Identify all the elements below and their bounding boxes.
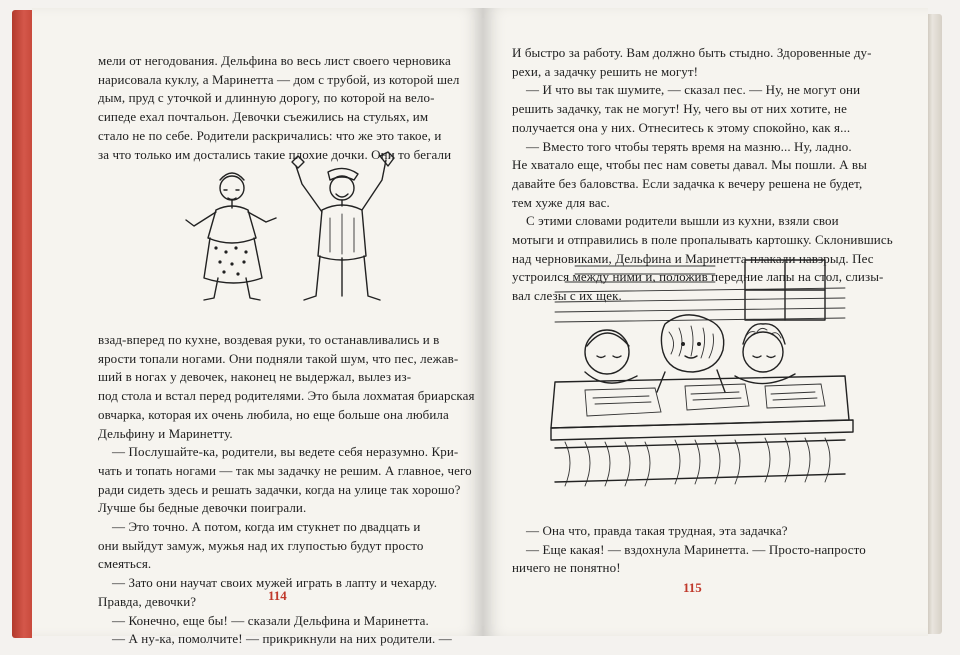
text-line: И быстро за работу. Вам должно быть стыдно. Здоровенные ду- (512, 45, 872, 60)
book-cover-edge-left (12, 10, 32, 638)
kitchen-window (555, 260, 845, 322)
text-line: — Конечно, еще бы! — сказали Дельфина и Маринетта. (112, 612, 429, 628)
table-with-notebooks (551, 376, 853, 440)
text-line: Правда, девочки? (98, 593, 197, 609)
open-book (12, 8, 934, 647)
text-line: получается она у них. Отнеситесь к этому спокойно, как я... (512, 119, 851, 135)
text-line: сипеде ехал почтальон. Девочки съежились на стульях, им (98, 109, 429, 125)
father-figure (292, 152, 394, 300)
text-line: — Еще какая! — вздохнула Маринетта. — Просто-напросто (526, 541, 866, 557)
sheepdog (657, 315, 725, 392)
text-line: взад-вперед по кухне, воздевая руки, то останавливались и в (98, 332, 440, 347)
text-line: С этими словами родители вышли из кухни, взяли свои (526, 213, 839, 229)
right-page (483, 8, 928, 636)
text-line: — Вместо того чтобы терять время на мазню... Ну, ладно. (526, 138, 852, 154)
girl-marinette (735, 324, 795, 384)
text-line: ший в ногах у девочек, наконец не выдержал, вылез из- (98, 369, 412, 385)
text-line: Лучше бы бедные девочки поиграли. (98, 500, 307, 516)
text-line: чать и топать ногами — так мы задачку не решим. А главное, чего (98, 462, 472, 478)
text-line: за что только им достались такие плохие дочки. Они то бегали (98, 146, 452, 162)
text-line: мели от негодования. Дельфина во весь лист своего черновика (98, 53, 451, 68)
text-line: они выйдут замуж, мужья над их глупостью будут просто (98, 537, 424, 553)
page-number-right: 115 (683, 580, 702, 595)
text-line: — Это точно. А потом, когда им стукнет по двадцать и (112, 519, 421, 535)
text-line: ярости топали ногами. Они подняли такой шум, что пес, лежав- (98, 350, 459, 366)
right-page-bottom-text (512, 522, 868, 578)
text-line: — Она что, правда такая трудная, эта задачка? (526, 523, 788, 538)
text-line: тем хуже для вас. (512, 194, 610, 210)
page-number-left: 114 (268, 588, 287, 603)
text-line: овчарка, которая их очень любила, но еще больше она любила (98, 406, 449, 422)
text-line: давайте без баловства. Если задачка к вечеру решена не будет, (512, 175, 863, 191)
text-line: решить задачку, так не могут! Ну, чего вы от них хотите, не (512, 101, 847, 117)
girls-crying-with-dog-illustration (545, 252, 855, 500)
left-page (32, 8, 483, 647)
text-line: — А ну-ка, помолчите! — прикрикнули на них родители. — (112, 631, 452, 647)
girl-delphine (585, 330, 637, 383)
mother-figure (186, 173, 276, 300)
text-line: — Зато они научат своих мужей играть в лапту и чехарду. (112, 575, 438, 591)
text-line: мотыги и отправились в поле пропалывать картошку. Склонившись (512, 232, 893, 248)
parents-shouting-illustration (172, 148, 402, 308)
text-line: вал слезы с их щек. (512, 288, 622, 304)
text-line: устроился между ними и, положив передние лапы на стол, слизы- (512, 269, 884, 285)
text-line: ради сидеть здесь и решать задачки, когда на улице так хорошо? (98, 481, 461, 497)
text-line: Дельфину и Маринетту. (98, 425, 233, 441)
text-line: нарисовала куклу, а Маринетта — дом с трубой, из которой шел (98, 71, 460, 87)
text-line: под стола и встал перед родителями. Это была лохматая бриарская (98, 388, 475, 404)
text-line: ничего не понятно! (512, 560, 621, 576)
text-line: смеяться. (98, 556, 152, 572)
text-line: стало не по себе. Родители раскричались: что же это такое, и (98, 127, 442, 143)
text-line: — Послушайте-ка, родители, вы ведете себя неразумно. Кри- (112, 444, 459, 460)
text-line: рехи, а задачку решить не могут! (512, 63, 699, 79)
text-line: Не хватало еще, чтобы пес нам советы давал. Мы пошли. А вы (512, 157, 867, 173)
text-line: над черновиками, Дельфина и Маринетта плакали навзрыд. Пес (512, 250, 874, 266)
text-line: — И что вы так шумите, — сказал пес. — Ну, не могут они (526, 82, 861, 98)
chair-legs (555, 438, 845, 486)
text-line: дым, пруд с уточкой и длинную дорогу, по которой на вело- (98, 90, 435, 106)
